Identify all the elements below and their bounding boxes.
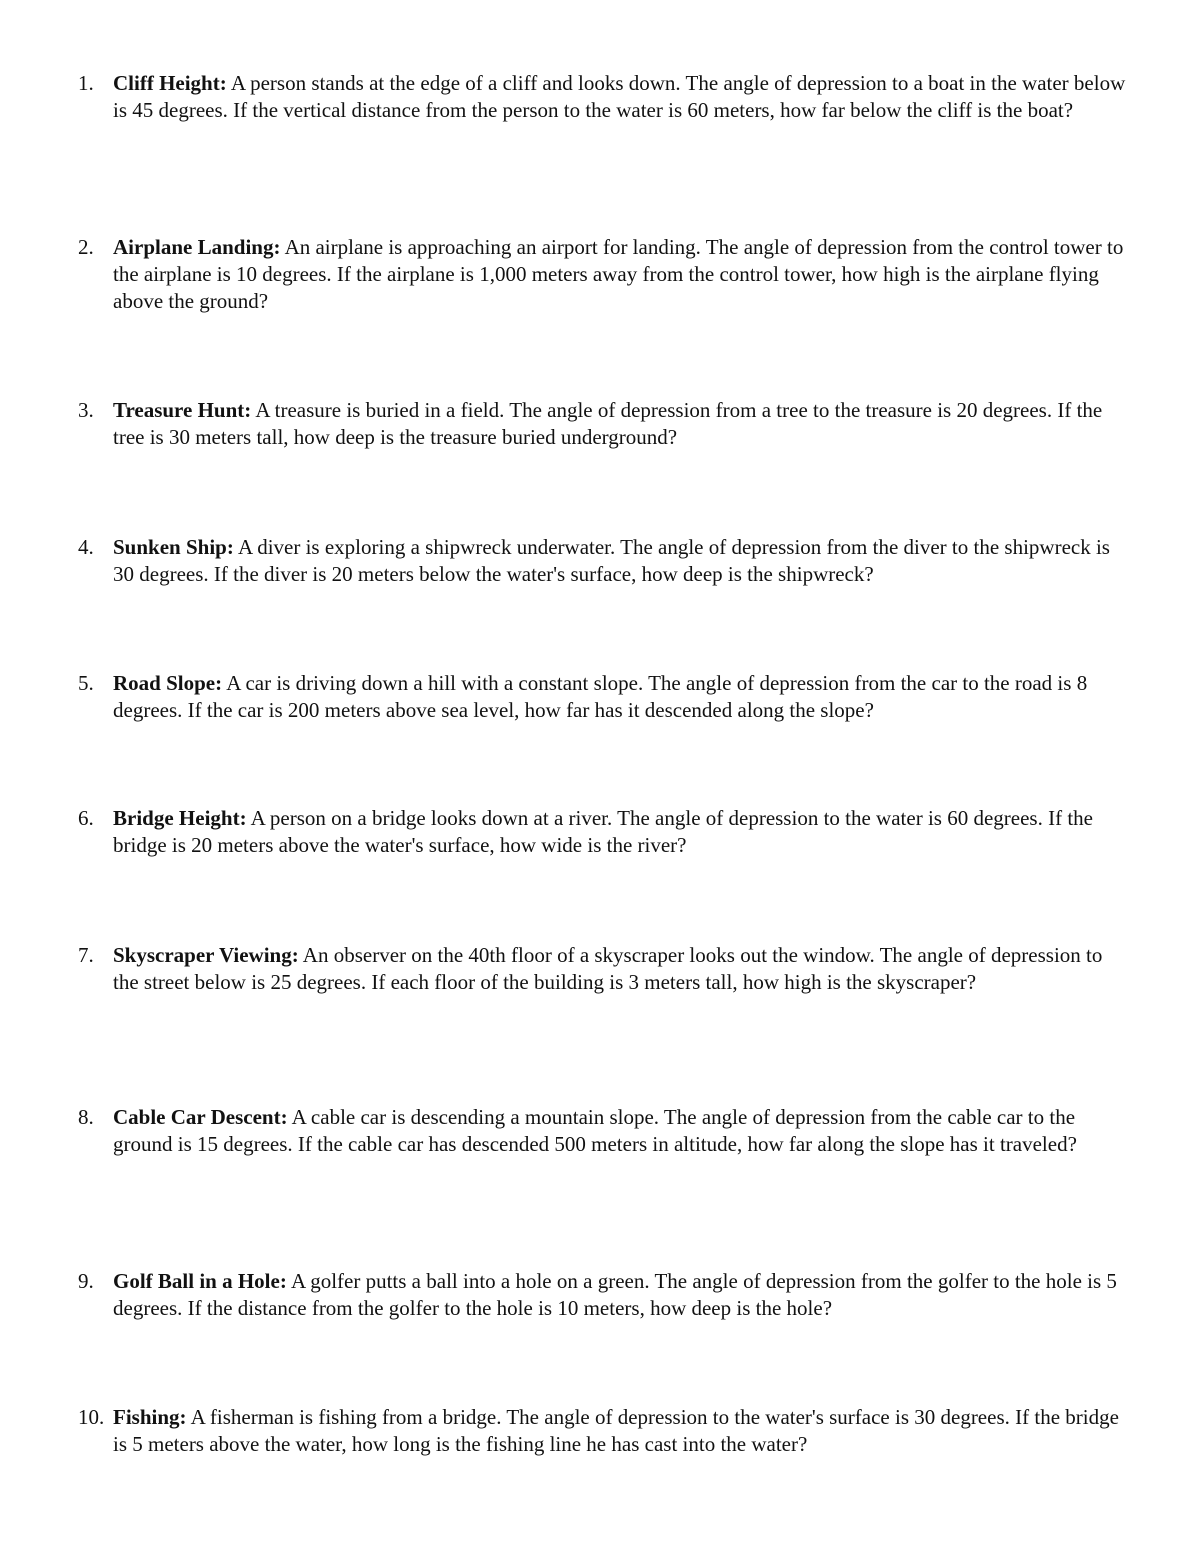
problem-number: 7. xyxy=(78,943,94,967)
problem-body: A car is driving down a hill with a constant slope. The angle of depression from the car to the road is 8 degrees. If the car is 200 meters above sea level, how far has it descended along the slope? xyxy=(113,671,1088,722)
problem-body: A golfer putts a ball into a hole on a green. The angle of depression from the golfer to the hole is 5 degrees. If the distance from the golfer to the hole is 10 meters, how deep is the hole? xyxy=(113,1269,1117,1320)
problem-title: Sunken Ship: xyxy=(113,535,234,559)
problem-number: 1. xyxy=(78,71,94,95)
problem-title: Road Slope: xyxy=(113,671,223,695)
problem-title: Cable Car Descent: xyxy=(113,1105,288,1129)
problem-title: Cliff Height: xyxy=(113,71,227,95)
problem-number: 5. xyxy=(78,671,94,695)
problem-text xyxy=(113,805,1133,859)
problem-text xyxy=(113,670,1133,724)
problem-body: A treasure is buried in a field. The angle of depression from a tree to the treasure is 20 degrees. If the tree is 30 meters tall, how deep is the treasure buried underground? xyxy=(113,398,1103,449)
problem-title: Skyscraper Viewing: xyxy=(113,943,299,967)
problem-title: Golf Ball in a Hole: xyxy=(113,1269,287,1293)
problem-title: Bridge Height: xyxy=(113,806,247,830)
problem-number: 6. xyxy=(78,806,94,830)
problem-text xyxy=(113,1104,1133,1158)
problem-title: Treasure Hunt: xyxy=(113,398,252,422)
problem-title: Airplane Landing: xyxy=(113,235,281,259)
problem-number: 10. xyxy=(78,1405,105,1429)
problem-body: An airplane is approaching an airport for landing. The angle of depression from the control tower to the airplane is 10 degrees. If the airplane is 1,000 meters away from the control tower, how high is the airplane flying above the ground? xyxy=(113,235,1124,313)
problem-title: Fishing: xyxy=(113,1405,187,1429)
problem-number: 2. xyxy=(78,235,94,259)
problem-text xyxy=(113,1404,1133,1458)
problem-text xyxy=(113,942,1133,996)
problem-body: An observer on the 40th floor of a skyscraper looks out the window. The angle of depression to the street below is 25 degrees. If each floor of the building is 3 meters tall, how high is the skyscraper? xyxy=(113,943,1103,994)
problem-body: A person on a bridge looks down at a river. The angle of depression to the water is 60 degrees. If the bridge is 20 meters above the water's surface, how wide is the river? xyxy=(113,806,1093,857)
problem-text xyxy=(113,234,1133,315)
problem-number: 3. xyxy=(78,398,94,422)
problem-number: 9. xyxy=(78,1269,94,1293)
problem-body: A fisherman is fishing from a bridge. The angle of depression to the water's surface is 30 degrees. If the bridge is 5 meters above the water, how long is the fishing line he has cast into the water? xyxy=(113,1405,1119,1456)
problem-text xyxy=(113,1268,1133,1322)
problem-text xyxy=(113,534,1133,588)
problem-body: A diver is exploring a shipwreck underwater. The angle of depression from the diver to the shipwreck is 30 degrees. If the diver is 20 meters below the water's surface, how deep is the shipwreck? xyxy=(113,535,1110,586)
problem-text xyxy=(113,70,1133,124)
problem-body: A cable car is descending a mountain slope. The angle of depression from the cable car to the ground is 15 degrees. If the cable car has descended 500 meters in altitude, how far along the slope has it traveled? xyxy=(113,1105,1077,1156)
problem-number: 4. xyxy=(78,535,94,559)
problem-number: 8. xyxy=(78,1105,94,1129)
problem-body: A person stands at the edge of a cliff and looks down. The angle of depression to a boat in the water below is 45 degrees. If the vertical distance from the person to the water is 60 meters, how far below the cliff is the boat? xyxy=(113,71,1126,122)
problem-text xyxy=(113,397,1133,451)
